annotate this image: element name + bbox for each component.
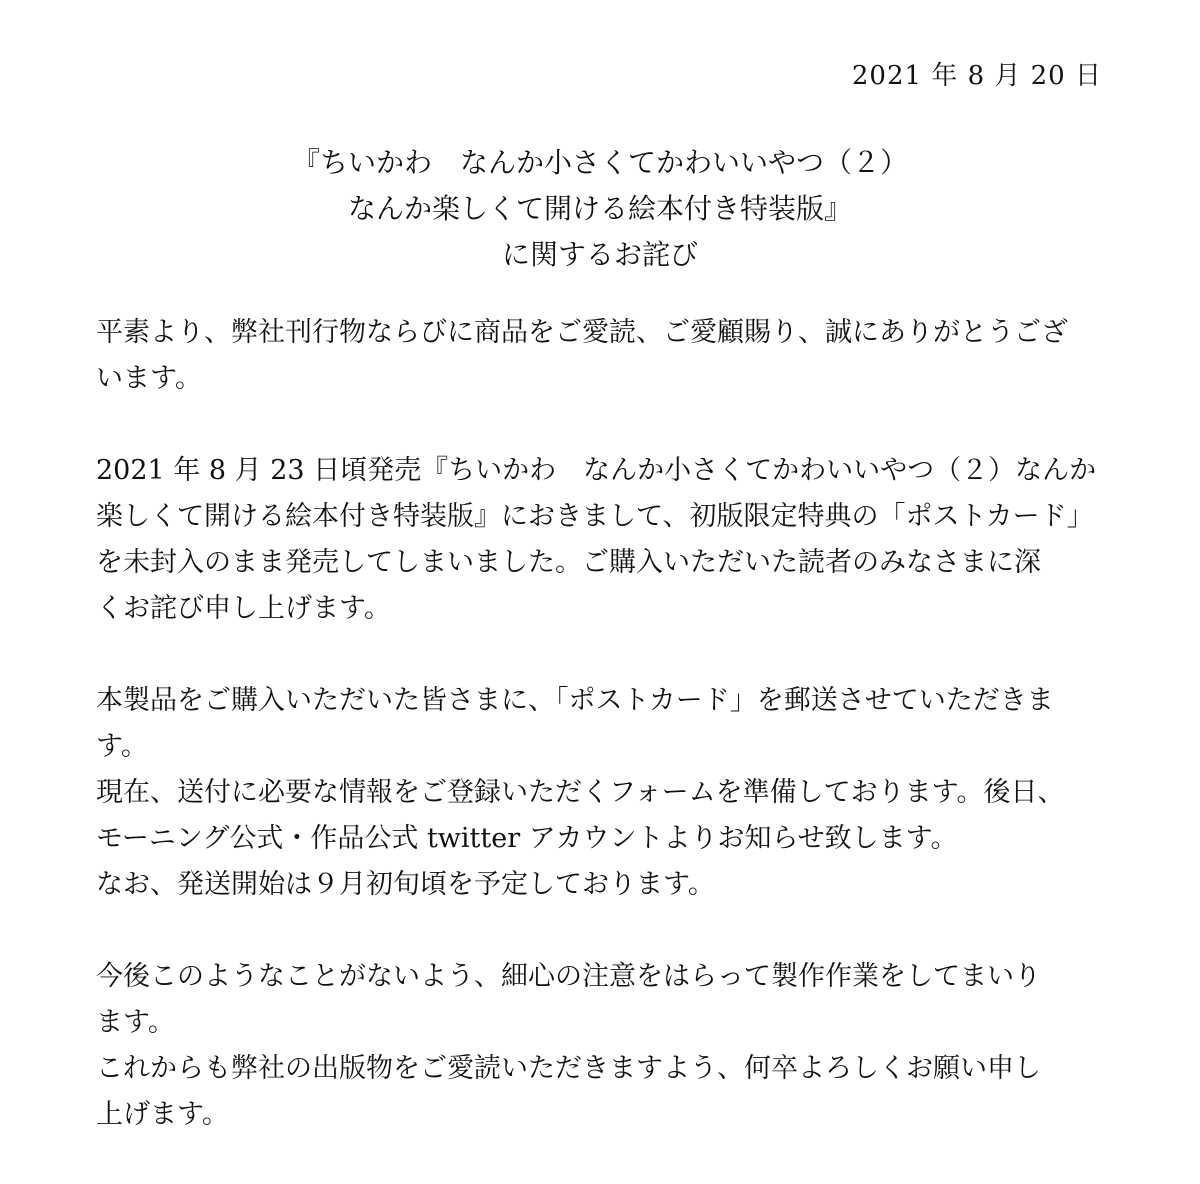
- title-line: 『ちいかわ なんか小さくてかわいいやつ（２）: [291, 146, 908, 179]
- paragraph-shipping: [96, 678, 1106, 908]
- notice-title: [0, 140, 1200, 278]
- paragraph-line: なお、発送開始は９月初旬頃を予定しております。: [96, 869, 715, 900]
- paragraph-line: 楽しくて開ける絵本付き特装版』におきまして、初版限定特典の「ポストカード」: [96, 501, 1094, 532]
- notice-date: 2021 年 8 月 20 日: [851, 61, 1102, 91]
- paragraph-closing: [96, 954, 1106, 1138]
- paragraph-line: くお詫び申し上げます。: [96, 593, 391, 624]
- paragraph-line: モーニング公式・作品公式 twitter アカウントよりお知らせ致します。: [96, 823, 958, 854]
- paragraph-line: を未封入のまま発売してしまいました。ご購入いただいた読者のみなさまに深: [96, 547, 1041, 578]
- paragraph-line: これからも弊社の出版物をご愛読いただきますよう、何卒よろしくお願い申し: [96, 1053, 1041, 1084]
- paragraph-line: います。: [96, 363, 202, 394]
- paragraph-greeting: [96, 310, 1106, 402]
- paragraph-line: 平素より、弊社刊行物ならびに商品をご愛読、ご愛顧賜り、誠にありがとうござ: [96, 317, 1068, 348]
- paragraph-line: 2021 年 8 月 23 日頃発売『ちいかわ なんか小さくてかわいいやつ（２）なんか: [96, 455, 1097, 486]
- paragraph-apology: [96, 448, 1106, 632]
- paragraph-line: す。: [96, 731, 148, 762]
- title-line: なんか楽しくて開ける絵本付き特装版』: [347, 192, 852, 225]
- notice-body: [96, 310, 1106, 1184]
- title-line: に関するお詫び: [501, 238, 698, 271]
- paragraph-line: 今後このようなことがないよう、細心の注意をはらって製作作業をしてまいり: [96, 961, 1041, 992]
- paragraph-line: 上げます。: [96, 1099, 229, 1130]
- paragraph-line: 本製品をご購入いただいた皆さまに、「ポストカード」を郵送させていただきま: [96, 685, 1054, 716]
- paragraph-line: ます。: [96, 1007, 175, 1038]
- paragraph-line: 現在、送付に必要な情報をご登録いただくフォームを準備しております。後日、: [96, 777, 1065, 808]
